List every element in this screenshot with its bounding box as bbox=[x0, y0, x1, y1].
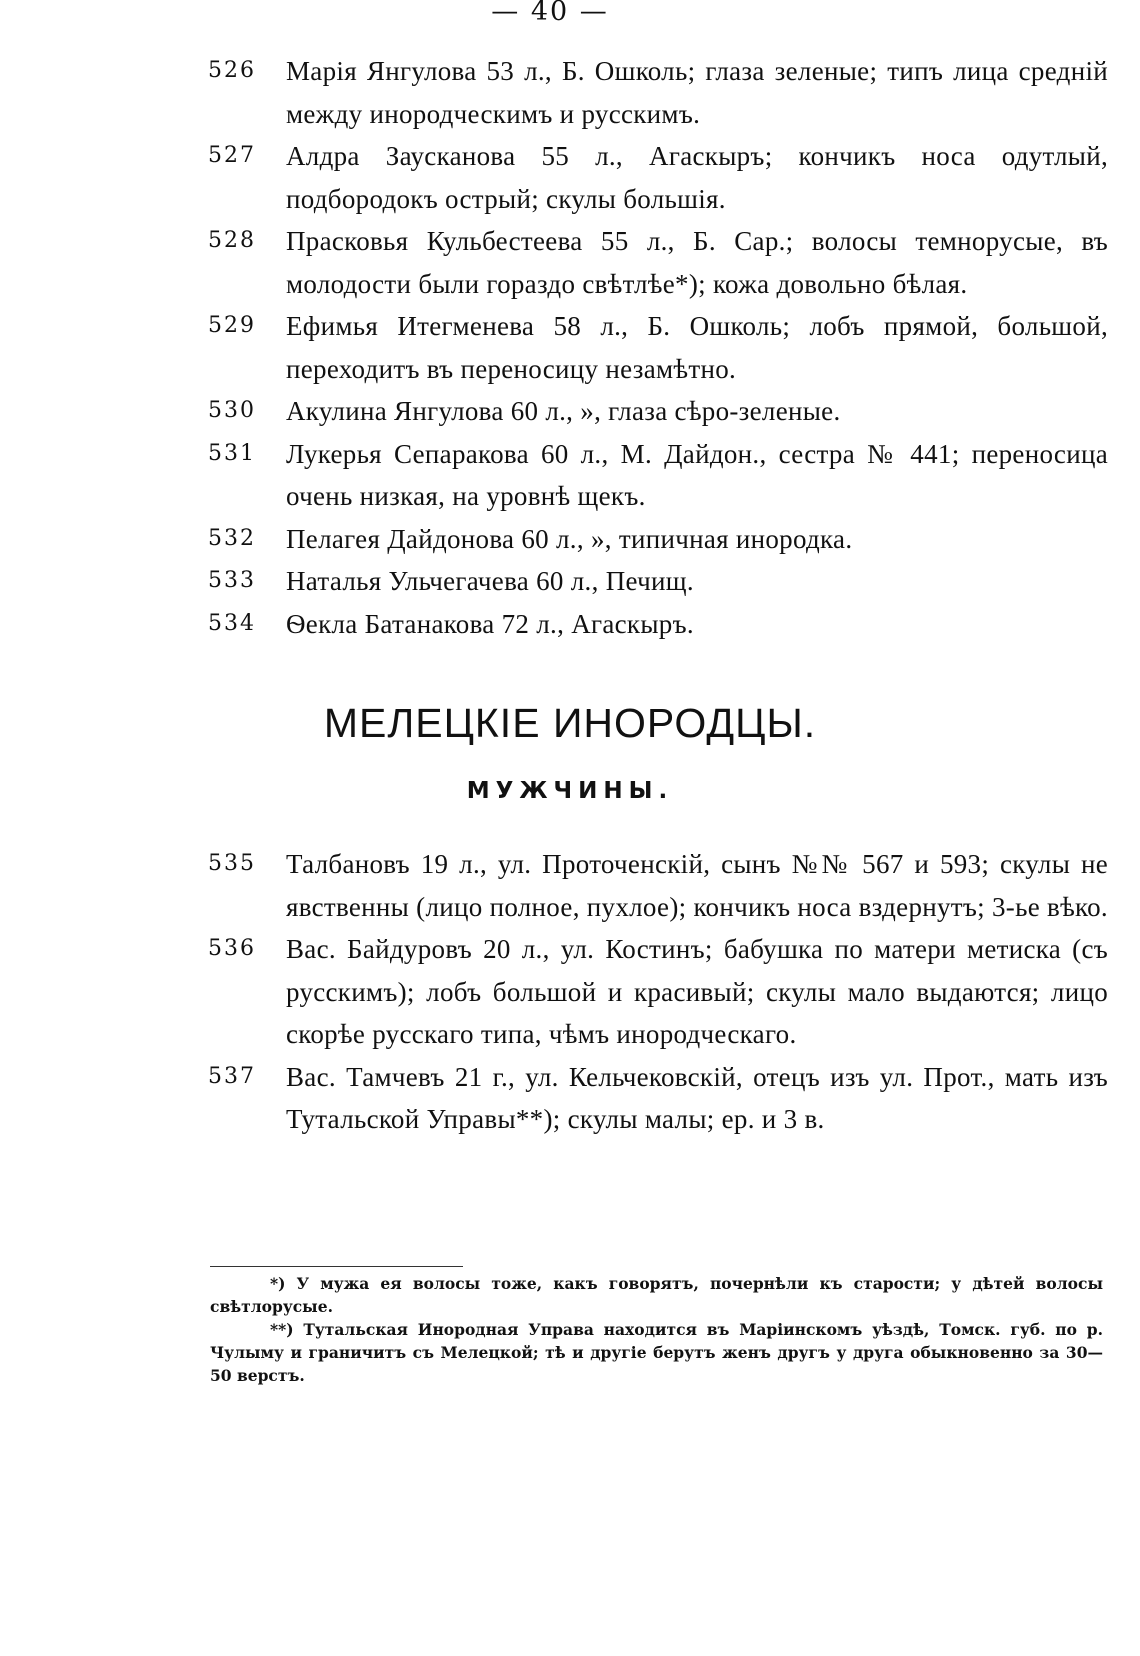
entry-number: 532 bbox=[208, 525, 256, 551]
entry-text: Прасковья Кульбестеева 55 л., Б. Сар.; волосы темнорусые, въ молодости были гораздо свѣтлѣе*); кожа довольно бѣлая. bbox=[286, 226, 1108, 299]
footnote-divider bbox=[210, 1266, 463, 1267]
list-item bbox=[0, 305, 1140, 390]
list-item bbox=[0, 560, 1140, 603]
entry-text: Акулина Янгулова 60 л., », глаза сѣро-зеленые. bbox=[286, 396, 841, 426]
footnote: *) У мужа ея волосы тоже, какъ говорятъ, почернѣли къ старости; у дѣтей волосы свѣтлорусые. bbox=[210, 1274, 1103, 1316]
footnote: **) Тутальская Инородная Управа находится въ Маріинскомъ уѣздѣ, Томск. губ. по р. Чулыму и граничитъ съ Мелецкой; тѣ и другіе берутъ женъ другъ у друга обыкновенно за 30—50 верстъ. bbox=[210, 1320, 1103, 1385]
entry-text: Ефимья Итегменева 58 л., Б. Ошколь; лобъ прямой, большой, переходитъ въ переносицу незамѣтно. bbox=[286, 311, 1108, 384]
entry-text: Марія Янгулова 53 л., Б. Ошколь; глаза зеленые; типъ лица средній между инородческимъ и русскимъ. bbox=[286, 56, 1108, 129]
subsection-title: МУЖЧИНЫ. bbox=[466, 778, 674, 804]
list-item bbox=[0, 843, 1140, 928]
entry-text: Вас. Тамчевъ 21 г., ул. Кельчековскій, отецъ изъ ул. Прот., мать изъ Тутальской Управы**); скулы малы; ер. и 3 в. bbox=[286, 1061, 1108, 1134]
entry-text: Лукерья Сепаракова 60 л., М. Дайдон., сестра № 441; переносица очень низкая, на уровнѣ щекъ. bbox=[286, 438, 1108, 511]
entry-number: 530 bbox=[208, 398, 256, 423]
entry-number: 537 bbox=[208, 1063, 256, 1089]
entry-number: 535 bbox=[208, 851, 256, 876]
footnotes bbox=[210, 1272, 1103, 1387]
entry-number: 526 bbox=[208, 58, 256, 83]
entry-text: Пелагея Дайдонова 60 л., », типичная инородка. bbox=[286, 523, 853, 554]
entry-text: Ѳекла Батанакова 72 л., Агаскыръ. bbox=[286, 608, 694, 639]
list-item bbox=[0, 433, 1140, 518]
list-item bbox=[0, 135, 1140, 220]
entry-text: Талбановъ 19 л., ул. Проточенскій, сынъ №№ 567 и 593; скулы не явственны (лицо полное, пухлое); кончикъ носа вздернутъ; 3-ье вѣко. bbox=[286, 849, 1108, 922]
list-item bbox=[0, 603, 1140, 646]
list-item bbox=[0, 50, 1140, 135]
list-item bbox=[0, 220, 1140, 305]
list-item bbox=[0, 1056, 1140, 1141]
entry-number: 531 bbox=[208, 440, 256, 466]
entry-text: Наталья Ульчегачева 60 л., Печищ. bbox=[286, 566, 694, 596]
entry-number: 536 bbox=[208, 936, 256, 961]
list-item bbox=[0, 390, 1140, 433]
page-number: — 40 — bbox=[491, 0, 609, 27]
list-item bbox=[0, 518, 1140, 561]
entries-list-bottom bbox=[0, 843, 1140, 1141]
section-title: МЕЛЕЦКІЕ ИНОРОДЦЫ. bbox=[323, 700, 817, 746]
entry-text: Алдра Заусканова 55 л., Агаскыръ; кончикъ носа одутлый, подбородокъ острый; скулы большія. bbox=[286, 141, 1108, 214]
entry-number: 533 bbox=[208, 568, 256, 593]
list-item bbox=[0, 928, 1140, 1056]
entry-number: 529 bbox=[208, 313, 256, 338]
entry-text: Вас. Байдуровъ 20 л., ул. Костинъ; бабушка по матери метиска (съ русскимъ); лобъ большой и красивый; скулы мало выдаются; лицо скорѣе русскаго типа, чѣмъ инородческаго. bbox=[286, 934, 1108, 1049]
entries-list-top bbox=[0, 50, 1140, 645]
entry-number: 534 bbox=[208, 610, 256, 636]
entry-number: 527 bbox=[208, 143, 256, 168]
entry-number: 528 bbox=[208, 228, 256, 253]
